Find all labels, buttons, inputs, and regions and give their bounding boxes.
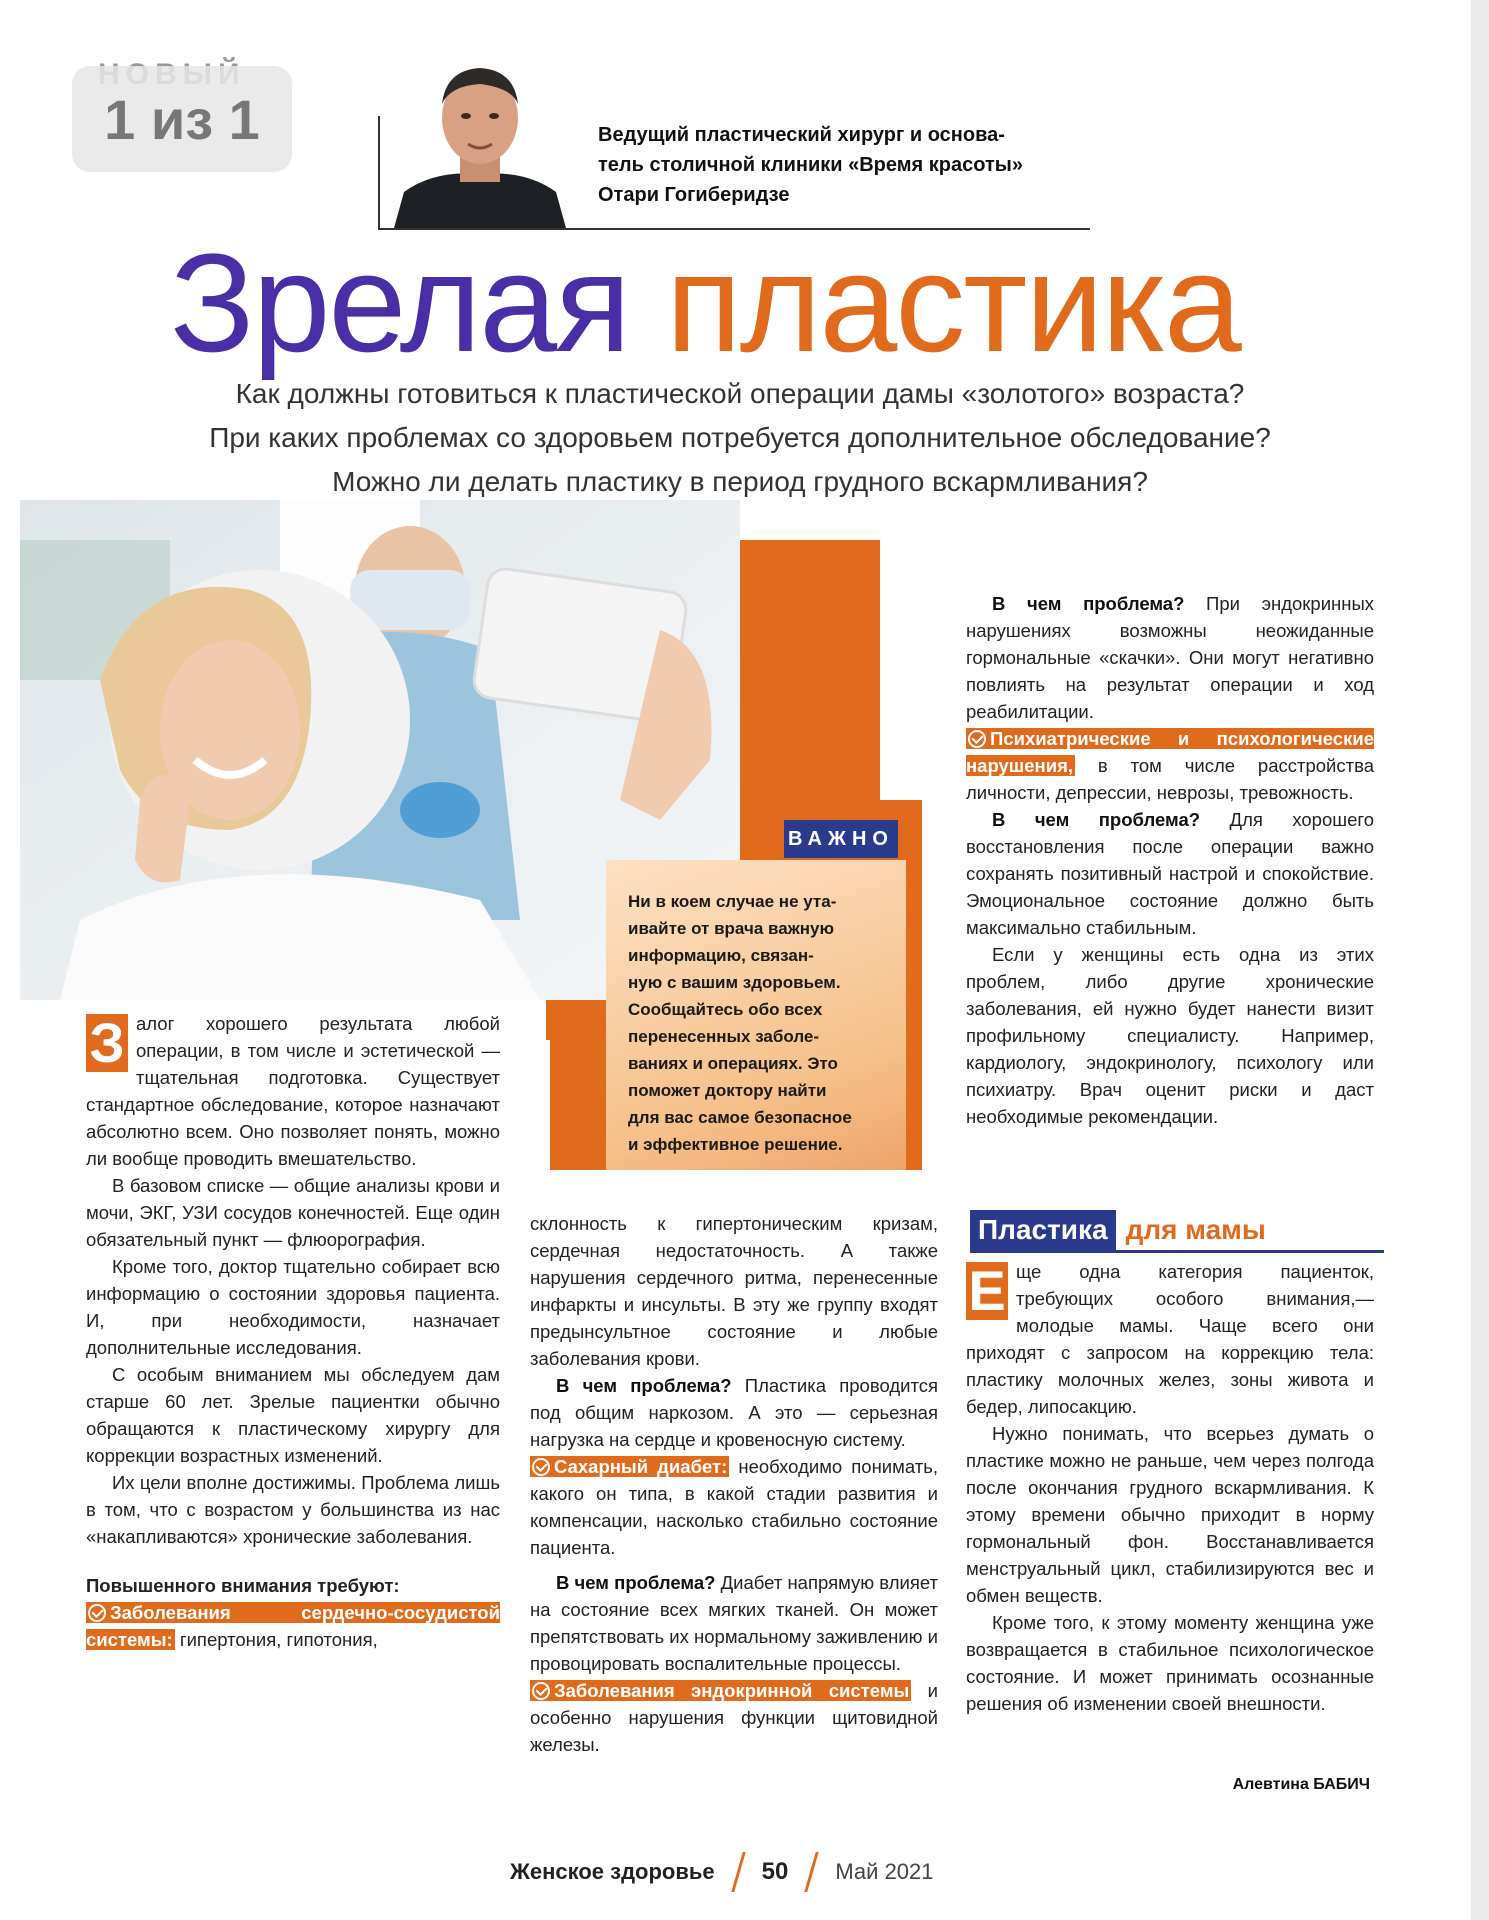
paragraph-tail: Для хорошего восстановления после операции важно сохранять позитивный настрой и спокойствие. Эмоциональное состояние должно быть максимально стабильным. <box>966 809 1375 938</box>
highlight-text: Заболевания сердечно-сосудистой системы: <box>86 1602 500 1650</box>
section-heading-part2: для мамы <box>1125 1214 1266 1245</box>
highlight-tag <box>530 1456 729 1477</box>
paragraph: В базовом списке — общие анализы крови и мочи, ЭКГ, УЗИ сосудов конечностей. Еще один обязательный пункт — флюорография. <box>86 1175 500 1250</box>
author-photo <box>394 52 566 228</box>
paragraph: Если у женщины есть одна из этих проблем, либо другие хронические заболевания, ей нужно будет нанести визит профильному специалисту. Например, кардиологу, эндокринологу, психологу или психиатру. Врач оценит риски и даст необходимые рекомендации. <box>966 944 1374 1127</box>
header-clipped-text <box>98 52 266 66</box>
author-role-line2: тель столичной клиники «Время красоты» <box>598 154 1023 176</box>
dropcap: Е <box>966 1262 1008 1320</box>
section-heading <box>970 1210 1384 1253</box>
important-line: и эффективное решение. <box>628 1135 843 1154</box>
check-icon <box>532 1458 550 1476</box>
paragraph-tail: Пластика проводится под общим наркозом. А это — серьезная нагрузка на сердце и кровеносную систему. <box>530 1375 938 1450</box>
question-label: В чем проблема? <box>556 1572 716 1593</box>
lead-line: При каких проблемах со здоровьем потребуется дополнительное обследование? <box>209 422 1271 453</box>
important-line: ную с вашим здоровьем. <box>628 973 841 992</box>
page-footer <box>510 1854 934 1890</box>
magazine-page <box>10 0 1472 1920</box>
paragraph-tail: и особенно нарушения функции щитовидной железы. <box>530 1680 938 1755</box>
paragraph: С особым вниманием мы обследуем дам старше 60 лет. Зрелые пациентки обычно обращаются к пластическому хирургу для коррекции возрастных изменений. <box>86 1364 500 1466</box>
paragraph: Их цели вполне достижимы. Проблема лишь в том, что с возрастом у большинства из нас «накапливаются» хронические заболевания. <box>86 1472 500 1547</box>
important-line: ивайте от врача важную <box>628 919 834 938</box>
highlight-text: Психиатрические и психологические нарушения, <box>966 728 1374 776</box>
page-number: 50 <box>761 1858 789 1885</box>
byline: Алевтина БАБИЧ <box>1232 1776 1370 1793</box>
page-counter-badge: 1 из 1 <box>72 66 292 172</box>
section-heading-part1: Пластика <box>970 1210 1116 1250</box>
paragraph: склонность к гипертоническим кризам, сердечная недостаточность. А также нарушения сердечного ритма, перенесенные инфаркты и инсульты. В эту же группу входят предынсультное состояние и любые заболевания крови. <box>530 1213 938 1369</box>
question-label: В чем проблема? <box>556 1375 732 1396</box>
article-column-1 <box>86 1010 500 1653</box>
magazine-name: Женское здоровье <box>510 1859 715 1884</box>
check-icon <box>532 1682 550 1700</box>
paragraph-tail: Диабет напрямую влияет на состояние всех мягких тканей. Он может препятствовать их нормальному заживлению и провоцировать воспалительные процессы. <box>530 1572 938 1674</box>
article-title <box>170 218 1240 388</box>
check-icon <box>968 730 986 748</box>
important-line: для вас самое безопасное <box>628 1108 852 1127</box>
paragraph-tail: в том числе расстройства личности, депрессии, неврозы, тревожность. <box>966 755 1374 803</box>
title-part1: Зрелая <box>170 224 629 381</box>
paragraph: алог хорошего результата любой операции, в том числе и эстетической — тщательная подготовка. Существует стандартное обследование, которое назначают абсолютно всем. Оно позволяет понять, можно ли вообще проводить вмешательство. <box>86 1013 500 1169</box>
important-line: перенесенных заболе- <box>628 1027 820 1046</box>
page-edge <box>1471 0 1489 1920</box>
paragraph: ще одна категория пациенток, требующих особого внимания,— молодые мамы. Чаще всего они приходят с запросом на коррекцию тела: пластику молочных желез, зоны живота и бедер, липосакцию. <box>966 1261 1374 1417</box>
paragraph-tail: гипертония, гипотония, <box>174 1629 378 1650</box>
important-line: информацию, связан- <box>628 946 814 965</box>
article-column-3-section <box>966 1258 1374 1717</box>
highlight-text: Сахарный диабет: <box>554 1456 728 1477</box>
question-label: В чем проблема? <box>992 593 1185 614</box>
important-text <box>628 888 898 1158</box>
divider <box>731 1852 745 1892</box>
lead-text <box>90 372 1390 504</box>
question-label: В чем проблема? <box>992 809 1201 830</box>
paragraph-tail: необходимо понимать, какого он типа, в какой стадии развития и компенсации, насколько стабильно состояние пациента. <box>530 1456 938 1558</box>
divider <box>805 1852 819 1892</box>
author-role-line1: Ведущий пластический хирург и основа- <box>598 124 1005 146</box>
dropcap: З <box>86 1014 128 1072</box>
important-line: поможет доктору найти <box>628 1081 827 1100</box>
paragraph: Кроме того, доктор тщательно собирает всю информацию о состоянии здоровья пациента. И, при необходимости, назначает дополнительные исследования. <box>86 1256 500 1358</box>
author-caption <box>598 120 1098 210</box>
paragraph: Нужно понимать, что всерьез думать о пластике можно не раньше, чем через полгода после окончания грудного вскармливания. К этому времени обычно приходит в норму гормональный фон. Восстанавливается менструальный цикл, стабилизируются вес и обмен веществ. <box>966 1423 1374 1606</box>
important-line: ваниях и операциях. Это <box>628 1054 838 1073</box>
lead-line: Как должны готовиться к пластической операции дамы «золотого» возраста? <box>235 378 1245 409</box>
title-part2: пластика <box>665 224 1240 381</box>
article-column-3 <box>966 590 1374 1130</box>
check-icon <box>88 1604 106 1622</box>
important-line: Ни в коем случае не ута- <box>628 892 837 911</box>
author-name: Отари Гогиберидзе <box>598 184 790 206</box>
subheading: Повышенного внимания требуют: <box>86 1575 400 1596</box>
important-line: Сообщайтесь обо всех <box>628 1000 823 1019</box>
paragraph: Кроме того, к этому моменту женщина уже возвращается в стабильное психологическое состояние. И может принимать осознанные решения об изменении своей внешности. <box>966 1612 1374 1714</box>
important-label: ВАЖНО <box>784 820 898 858</box>
paragraph-tail: При эндокринных нарушениях возможны неожиданные гормональные «скачки». Они могут негативно повлиять на результат операции и ход реабилитации. <box>966 593 1375 722</box>
issue-date: Май 2021 <box>835 1859 934 1884</box>
article-column-2 <box>530 1210 938 1758</box>
highlight-text: Заболевания эндокринной системы <box>554 1680 910 1701</box>
highlight-tag <box>530 1680 911 1701</box>
lead-line: Можно ли делать пластику в период грудного вскармливания? <box>332 466 1148 497</box>
